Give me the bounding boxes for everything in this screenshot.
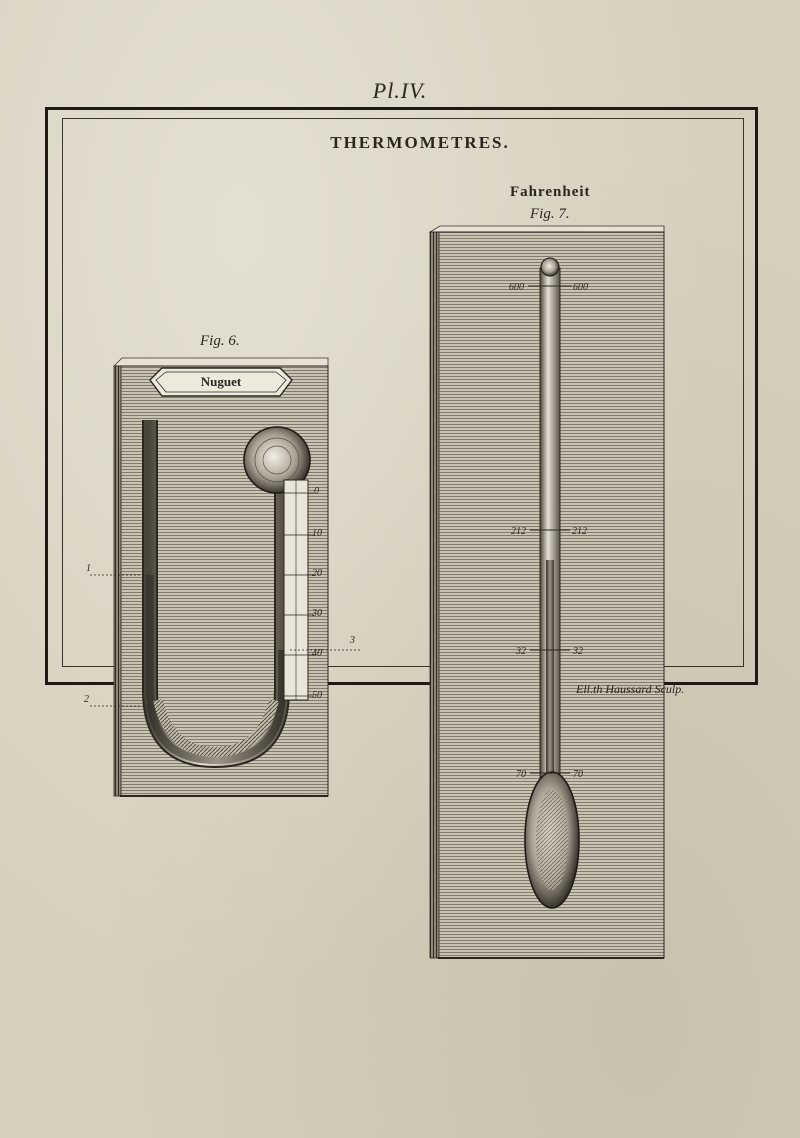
fig7-mark-32-right: 32 [573, 646, 583, 657]
fig7-mark-70-left: 70 [516, 769, 526, 780]
fig7-mark-600-left: 600 [509, 282, 524, 293]
fig7-mark-70-right: 70 [573, 769, 583, 780]
fahrenheit-heading: Fahrenheit [510, 184, 591, 200]
fig6-mark-10: 10 [312, 528, 322, 539]
fig7-label: Fig. 7. [530, 206, 570, 222]
fig6-side-mark-3: 3 [350, 635, 355, 646]
fig7-mark-600-right: 600 [573, 282, 588, 293]
fig6-label: Fig. 6. [200, 333, 240, 349]
fig6-mark-20: 20 [312, 568, 322, 579]
engraver-credit: Ell.th Haussard Sculp. [576, 682, 685, 696]
plate-title: THERMOMETRES. [330, 133, 510, 152]
fig7-tube [540, 258, 560, 790]
fig6-mark-0: 0 [314, 486, 319, 497]
fig6-side-mark-2: 2 [84, 694, 89, 705]
fig6-cartouche-text: Nuguet [200, 374, 242, 389]
fig6-side-mark-1: 1 [86, 563, 91, 574]
fig7-mark-32-left: 32 [516, 646, 526, 657]
fig6-mark-30: 30 [312, 608, 322, 619]
fig7-mark-212-left: 212 [511, 526, 526, 537]
plate-number: Pl.IV. [372, 78, 428, 103]
fig7-bulb [525, 772, 579, 908]
fig7-mark-212-right: 212 [572, 526, 587, 537]
fig6-mark-40: 40 [312, 648, 322, 659]
fig6-mark-50: 50 [312, 690, 322, 701]
